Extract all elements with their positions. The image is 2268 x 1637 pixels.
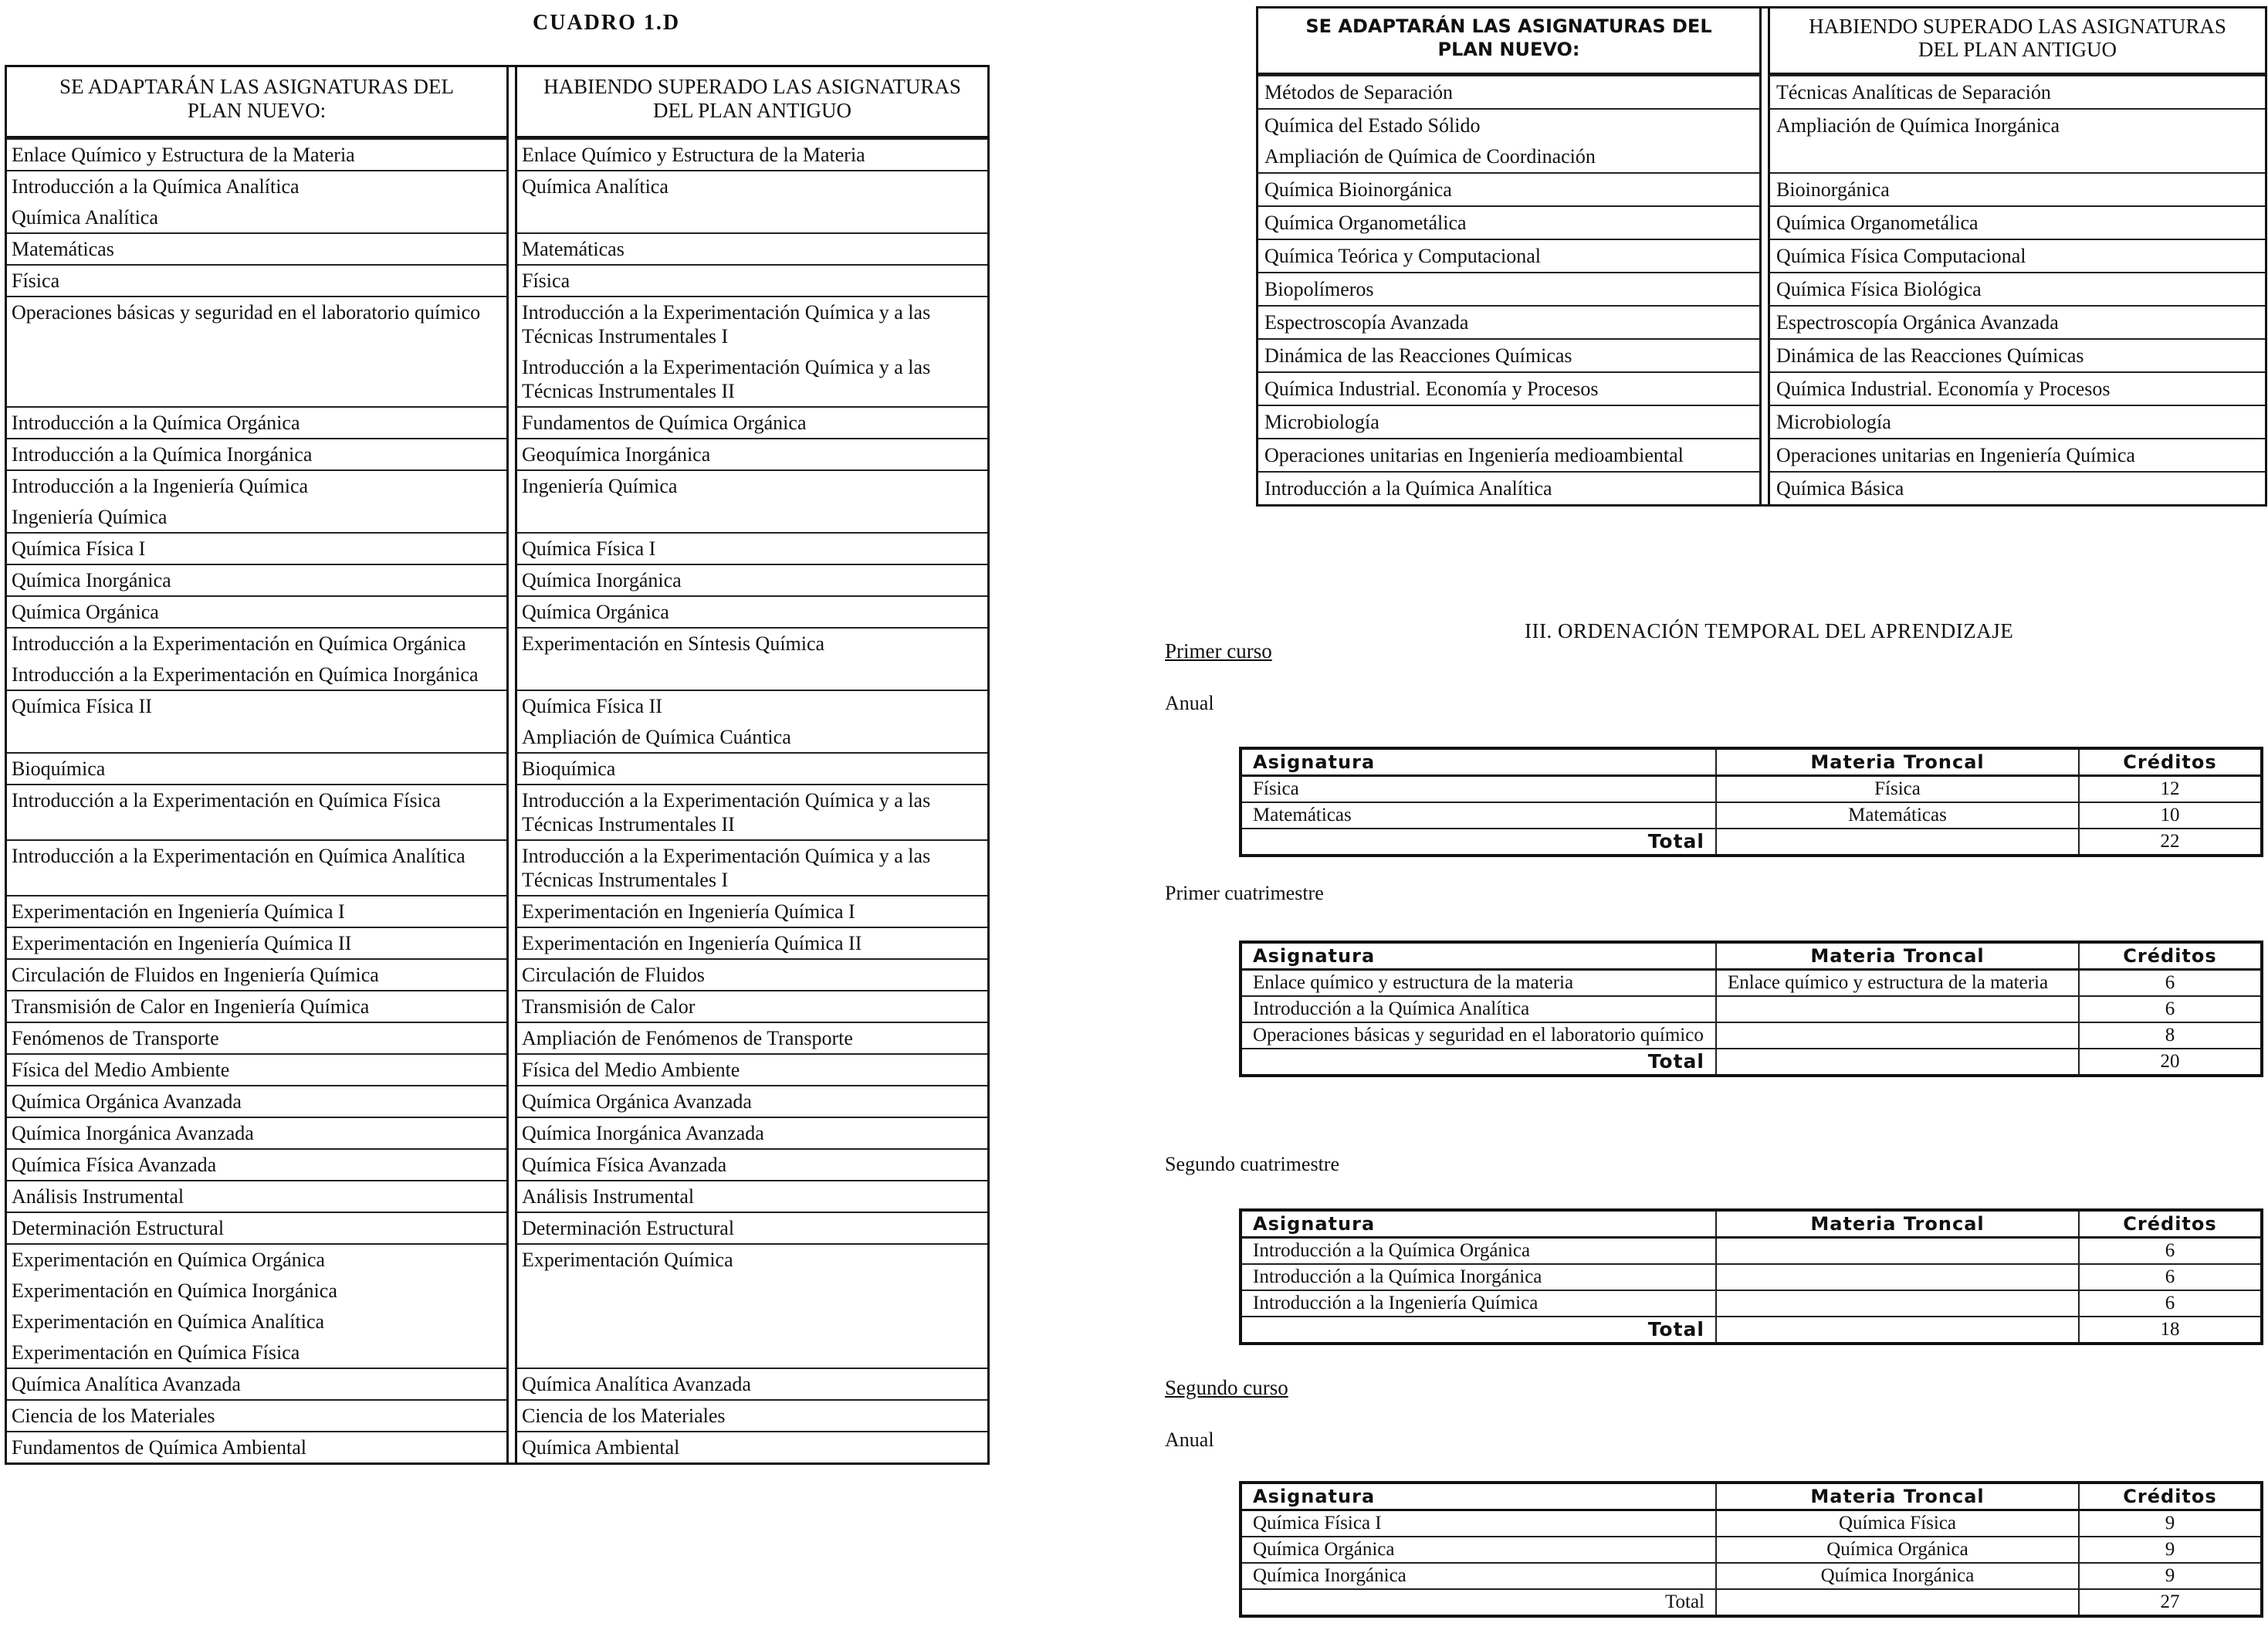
row-plan-antiguo [1768, 371, 2265, 405]
subject-name: Química Física II [522, 695, 662, 717]
subject-name: Circulación de Fluidos [522, 964, 705, 986]
column-header-asignatura: Asignatura [1241, 1483, 1716, 1510]
subject-name: Experimentación en Química Analítica [12, 1310, 325, 1333]
cell-asignatura: Química Inorgánica [1241, 1563, 1716, 1589]
subject-name: Técnicas Analíticas de Separación [1776, 81, 2051, 103]
subject-name: Química Inorgánica Avanzada [522, 1122, 764, 1144]
row-plan-antiguo [515, 564, 987, 595]
subject-name: Transmisión de Calor [522, 995, 696, 1018]
row-plan-nuevo [1258, 75, 1762, 108]
row-plan-antiguo [515, 1117, 987, 1148]
subject-name: Introducción a la Experimentación en Química Inorgánica [12, 663, 479, 686]
cell-asignatura: Operaciones básicas y seguridad en el laboratorio químico [1241, 1022, 1716, 1049]
row-plan-antiguo [515, 1243, 987, 1368]
cell-creditos: 6 [2079, 996, 2262, 1022]
cell-empty [1716, 1317, 2079, 1344]
row-plan-antiguo [515, 1368, 987, 1399]
row-plan-antiguo [515, 958, 987, 990]
row-plan-nuevo [1258, 305, 1762, 338]
row-plan-antiguo [1768, 405, 2265, 438]
subject-name: Operaciones unitarias en Ingeniería Química [1776, 444, 2135, 466]
row-plan-nuevo [7, 1022, 509, 1053]
subject-name: Enlace Químico y Estructura de la Materia [12, 144, 355, 166]
total-value: 20 [2079, 1049, 2262, 1076]
header-plan-antiguo [1768, 8, 2265, 75]
subject-name: Química Física II [12, 695, 152, 717]
row-plan-nuevo [7, 469, 509, 532]
cell-creditos: 8 [2079, 1022, 2262, 1049]
subject-name: Espectroscopía Orgánica Avanzada [1776, 311, 2059, 334]
row-plan-antiguo [1768, 471, 2265, 504]
subject-name: Química del Estado Sólido [1264, 114, 1481, 137]
row-plan-nuevo [7, 564, 509, 595]
subject-name: Introducción a la Experimentación en Química Física [12, 789, 441, 812]
row-plan-antiguo [515, 1180, 987, 1212]
label-segundo-cuatrimestre: Segundo cuatrimestre [1165, 1153, 1339, 1175]
subject-name: Ampliación de Fenómenos de Transporte [522, 1027, 853, 1049]
row-plan-antiguo [1768, 205, 2265, 239]
table-row [1241, 996, 2262, 1022]
subject-name: Química Analítica [12, 206, 158, 229]
column-header-creditos: Créditos [2079, 1483, 2262, 1510]
row-plan-antiguo [1768, 305, 2265, 338]
cell-materia-troncal [1716, 1264, 2079, 1290]
section-title: III. ORDENACIÓN TEMPORAL DEL APRENDIZAJE [1525, 619, 2014, 642]
row-plan-antiguo [515, 1399, 987, 1431]
header-line: SE ADAPTARÁN LAS ASIGNATURAS DEL [1305, 15, 1712, 37]
row-plan-nuevo [7, 595, 509, 627]
row-plan-nuevo [1258, 108, 1762, 172]
subject-name: Introducción a la Experimentación Química y a las Técnicas Instrumentales II [522, 356, 931, 402]
row-plan-antiguo [515, 1022, 987, 1053]
cell-materia-troncal: Enlace químico y estructura de la materia [1716, 970, 2079, 997]
label-primer-curso: Primer curso [1165, 639, 1272, 663]
row-plan-antiguo [515, 1212, 987, 1243]
row-plan-nuevo [7, 1212, 509, 1243]
cell-asignatura: Enlace químico y estructura de la materia [1241, 970, 1716, 997]
credits-table-segundo-curso-anual [1239, 1481, 2263, 1618]
row-plan-antiguo [515, 1085, 987, 1117]
row-plan-nuevo [1258, 338, 1762, 371]
subject-name: Química Física I [522, 537, 656, 560]
subject-name: Física [522, 269, 570, 292]
row-plan-nuevo [7, 1243, 509, 1368]
subject-name: Física del Medio Ambiente [522, 1059, 740, 1081]
subject-name: Matemáticas [522, 238, 625, 260]
total-label: Total [1241, 1589, 1716, 1616]
subject-name: Fundamentos de Química Ambiental [12, 1436, 306, 1459]
subject-name: Introducción a la Experimentación Química y a las Técnicas Instrumentales I [522, 301, 931, 347]
subject-name: Fenómenos de Transporte [12, 1027, 219, 1049]
table-header-row [1241, 1210, 2262, 1238]
row-plan-antiguo [515, 690, 987, 752]
row-plan-antiguo [515, 627, 987, 690]
cell-asignatura: Introducción a la Ingeniería Química [1241, 1290, 1716, 1317]
subject-name: Introducción a la Experimentación Química y a las Técnicas Instrumentales I [522, 845, 931, 891]
subject-name: Química Física Biológica [1776, 278, 1982, 300]
row-plan-nuevo [7, 264, 509, 296]
row-plan-antiguo [515, 595, 987, 627]
subject-name: Experimentación en Ingeniería Química I [12, 900, 345, 923]
subject-name: Bioquímica [522, 757, 616, 780]
row-plan-antiguo [515, 990, 987, 1022]
cell-asignatura: Introducción a la Química Inorgánica [1241, 1264, 1716, 1290]
subject-name: Introducción a la Química Analítica [12, 175, 300, 198]
subject-name: Espectroscopía Avanzada [1264, 311, 1469, 334]
header-line: HABIENDO SUPERADO LAS ASIGNATURAS [543, 75, 961, 98]
subject-name: Análisis Instrumental [12, 1185, 184, 1208]
total-label: Total [1241, 1049, 1716, 1076]
row-plan-antiguo [1768, 172, 2265, 205]
total-label: Total [1241, 1317, 1716, 1344]
row-plan-nuevo [1258, 239, 1762, 272]
cell-asignatura: Química Orgánica [1241, 1537, 1716, 1563]
row-plan-antiguo [515, 839, 987, 895]
cell-materia-troncal: Química Orgánica [1716, 1537, 2079, 1563]
header-line: HABIENDO SUPERADO LAS ASIGNATURAS [1809, 15, 2226, 38]
cell-creditos: 12 [2079, 776, 2262, 803]
table-row [1241, 776, 2262, 803]
column-header-materia: Materia Troncal [1716, 942, 2079, 970]
subject-name: Matemáticas [12, 238, 114, 260]
subject-name: Introducción a la Química Analítica [1264, 477, 1552, 500]
subject-name: Microbiología [1264, 411, 1379, 433]
credits-table-segundo-cuatrimestre [1239, 1208, 2263, 1345]
row-plan-antiguo [1768, 75, 2265, 108]
table-row [1241, 1022, 2262, 1049]
credits-table-primer-curso-anual [1239, 747, 2263, 857]
table-row [1241, 1563, 2262, 1589]
column-header-materia: Materia Troncal [1716, 748, 2079, 776]
header-plan-nuevo [7, 67, 509, 138]
subject-name: Experimentación en Química Orgánica [12, 1249, 325, 1271]
subject-name: Introducción a la Química Orgánica [12, 412, 300, 434]
column-header-creditos: Créditos [2079, 748, 2262, 776]
cell-asignatura: Introducción a la Química Analítica [1241, 996, 1716, 1022]
row-plan-nuevo [7, 1368, 509, 1399]
row-plan-antiguo [1768, 108, 2265, 172]
row-plan-nuevo [1258, 205, 1762, 239]
subject-name: Experimentación en Química Inorgánica [12, 1279, 337, 1302]
header-line: DEL PLAN ANTIGUO [653, 99, 851, 122]
subject-name: Bioinorgánica [1776, 178, 1890, 201]
total-row [1241, 1317, 2262, 1344]
table-header-row [1241, 1483, 2262, 1510]
total-value: 27 [2079, 1589, 2262, 1616]
table-row [1241, 1537, 2262, 1563]
cell-materia-troncal [1716, 1238, 2079, 1265]
cell-materia-troncal: Matemáticas [1716, 802, 2079, 829]
subject-name: Ampliación de Química Cuántica [522, 726, 791, 748]
subject-name: Química Organometálica [1264, 212, 1467, 234]
subject-name: Fundamentos de Química Orgánica [522, 412, 807, 434]
header-line: PLAN NUEVO: [1437, 39, 1580, 60]
cell-materia-troncal: Física [1716, 776, 2079, 803]
cell-asignatura: Introducción a la Química Orgánica [1241, 1238, 1716, 1265]
row-plan-antiguo [515, 264, 987, 296]
total-row [1241, 1049, 2262, 1076]
row-plan-nuevo [7, 990, 509, 1022]
row-plan-nuevo [1258, 172, 1762, 205]
subject-name: Experimentación Química [522, 1249, 733, 1271]
subject-name: Química Orgánica [12, 601, 159, 623]
column-header-asignatura: Asignatura [1241, 748, 1716, 776]
cell-creditos: 6 [2079, 1290, 2262, 1317]
subject-name: Introducción a la Experimentación Química y a las Técnicas Instrumentales II [522, 789, 931, 835]
row-plan-nuevo [7, 927, 509, 958]
subject-name: Microbiología [1776, 411, 1891, 433]
row-plan-nuevo [7, 406, 509, 438]
row-plan-nuevo [1258, 371, 1762, 405]
subject-name: Experimentación en Química Física [12, 1341, 300, 1364]
table-row [1241, 802, 2262, 829]
cell-materia-troncal: Química Inorgánica [1716, 1563, 2079, 1589]
subject-name: Química Analítica Avanzada [522, 1373, 751, 1395]
header-line: PLAN NUEVO: [187, 99, 327, 122]
total-label: Total [1241, 829, 1716, 856]
subject-name: Ciencia de los Materiales [522, 1405, 726, 1427]
cell-creditos: 9 [2079, 1537, 2262, 1563]
cell-materia-troncal [1716, 1290, 2079, 1317]
subject-name: Análisis Instrumental [522, 1185, 695, 1208]
cell-creditos: 10 [2079, 802, 2262, 829]
row-plan-nuevo [7, 627, 509, 690]
cell-creditos: 6 [2079, 1264, 2262, 1290]
row-plan-antiguo [1768, 438, 2265, 471]
header-plan-antiguo [515, 67, 987, 138]
subject-name: Química Orgánica Avanzada [522, 1090, 752, 1113]
row-plan-antiguo [515, 752, 987, 784]
cell-empty [1716, 829, 2079, 856]
row-plan-antiguo [1768, 272, 2265, 305]
label-segundo-curso: Segundo curso [1165, 1376, 1288, 1399]
row-plan-nuevo [7, 895, 509, 927]
subject-name: Transmisión de Calor en Ingeniería Química [12, 995, 370, 1018]
row-plan-antiguo [515, 532, 987, 564]
subject-name: Dinámica de las Reacciones Químicas [1264, 344, 1572, 367]
row-plan-antiguo [515, 438, 987, 469]
column-header-materia: Materia Troncal [1716, 1210, 2079, 1238]
row-plan-nuevo [7, 138, 509, 170]
subject-name: Química Bioinorgánica [1264, 178, 1452, 201]
cell-materia-troncal [1716, 996, 2079, 1022]
equivalence-table-right [1256, 6, 2267, 507]
row-plan-nuevo [1258, 471, 1762, 504]
subject-name: Geoquímica Inorgánica [522, 443, 711, 466]
subject-name: Química Inorgánica [522, 569, 682, 591]
row-plan-nuevo [7, 1180, 509, 1212]
subject-name: Experimentación en Ingeniería Química II [522, 932, 862, 954]
subject-name: Operaciones unitarias en Ingeniería medioambiental [1264, 444, 1684, 466]
row-plan-antiguo [515, 895, 987, 927]
row-plan-nuevo [7, 1117, 509, 1148]
subject-name: Introducción a la Experimentación en Química Analítica [12, 845, 465, 867]
header-plan-nuevo [1258, 8, 1762, 75]
subject-name: Operaciones básicas y seguridad en el laboratorio químico [12, 301, 481, 324]
cell-materia-troncal: Química Física [1716, 1510, 2079, 1537]
subject-name: Química Industrial. Economía y Procesos [1264, 378, 1599, 400]
table-header-row [1241, 748, 2262, 776]
cell-creditos: 9 [2079, 1510, 2262, 1537]
subject-name: Biopolímeros [1264, 278, 1374, 300]
row-plan-nuevo [7, 839, 509, 895]
subject-name: Ampliación de Química Inorgánica [1776, 114, 2060, 137]
subject-name: Enlace Químico y Estructura de la Materia [522, 144, 865, 166]
equivalence-table-left [5, 65, 990, 1465]
cell-creditos: 9 [2079, 1563, 2262, 1589]
credits-table-primer-cuatrimestre [1239, 941, 2263, 1077]
column-header-materia: Materia Troncal [1716, 1483, 2079, 1510]
row-plan-nuevo [7, 690, 509, 752]
row-plan-nuevo [7, 296, 509, 406]
subject-name: Química Física I [12, 537, 146, 560]
row-plan-antiguo [515, 406, 987, 438]
subject-name: Bioquímica [12, 757, 106, 780]
subject-name: Experimentación en Ingeniería Química I [522, 900, 855, 923]
total-row [1241, 1589, 2262, 1616]
subject-name: Química Organometálica [1776, 212, 1979, 234]
cell-asignatura: Física [1241, 776, 1716, 803]
row-plan-nuevo [7, 958, 509, 990]
row-plan-nuevo [7, 1085, 509, 1117]
row-plan-nuevo [7, 1148, 509, 1180]
row-plan-antiguo [515, 232, 987, 264]
row-plan-antiguo [515, 170, 987, 232]
subject-name: Química Física Avanzada [12, 1154, 217, 1176]
row-plan-nuevo [7, 232, 509, 264]
label-anual: Anual [1165, 1429, 1214, 1451]
cuadro-title: CUADRO 1.D [533, 11, 681, 35]
subject-name: Química Teórica y Computacional [1264, 245, 1541, 267]
subject-name: Química Inorgánica [12, 569, 171, 591]
subject-name: Química Industrial. Economía y Procesos [1776, 378, 2111, 400]
table-row [1241, 1510, 2262, 1537]
subject-name: Química Física Computacional [1776, 245, 2026, 267]
subject-name: Introducción a la Experimentación en Química Orgánica [12, 632, 466, 655]
subject-name: Ingeniería Química [12, 506, 168, 528]
row-plan-antiguo [515, 1148, 987, 1180]
subject-name: Determinación Estructural [522, 1217, 735, 1239]
table-row [1241, 1290, 2262, 1317]
row-plan-nuevo [7, 1399, 509, 1431]
subject-name: Circulación de Fluidos en Ingeniería Química [12, 964, 379, 986]
total-row [1241, 829, 2262, 856]
row-plan-nuevo [1258, 272, 1762, 305]
table-header-row [1241, 942, 2262, 970]
cell-creditos: 6 [2079, 970, 2262, 997]
subject-name: Física del Medio Ambiente [12, 1059, 230, 1081]
row-plan-antiguo [515, 927, 987, 958]
row-plan-nuevo [7, 438, 509, 469]
row-plan-nuevo [7, 532, 509, 564]
row-plan-nuevo [7, 784, 509, 839]
label-primer-cuatrimestre: Primer cuatrimestre [1165, 882, 1324, 904]
row-plan-antiguo [1768, 338, 2265, 371]
subject-name: Química Inorgánica Avanzada [12, 1122, 254, 1144]
row-plan-antiguo [515, 469, 987, 532]
subject-name: Ciencia de los Materiales [12, 1405, 215, 1427]
column-header-creditos: Créditos [2079, 942, 2262, 970]
header-line: DEL PLAN ANTIGUO [1918, 38, 2117, 61]
subject-name: Química Básica [1776, 477, 1904, 500]
subject-name: Química Orgánica Avanzada [12, 1090, 242, 1113]
subject-name: Química Analítica [522, 175, 669, 198]
subject-name: Introducción a la Química Inorgánica [12, 443, 313, 466]
row-plan-antiguo [515, 1431, 987, 1462]
cell-creditos: 6 [2079, 1238, 2262, 1265]
row-plan-nuevo [7, 1431, 509, 1462]
row-plan-antiguo [515, 784, 987, 839]
subject-name: Dinámica de las Reacciones Químicas [1776, 344, 2084, 367]
subject-name: Experimentación en Síntesis Química [522, 632, 825, 655]
table-row [1241, 1264, 2262, 1290]
subject-name: Introducción a la Ingeniería Química [12, 475, 309, 497]
row-plan-nuevo [1258, 438, 1762, 471]
subject-name: Métodos de Separación [1264, 81, 1454, 103]
row-plan-nuevo [1258, 405, 1762, 438]
column-header-asignatura: Asignatura [1241, 942, 1716, 970]
cell-empty [1716, 1049, 2079, 1076]
row-plan-nuevo [7, 752, 509, 784]
column-header-creditos: Créditos [2079, 1210, 2262, 1238]
cell-asignatura: Matemáticas [1241, 802, 1716, 829]
header-line: SE ADAPTARÁN LAS ASIGNATURAS DEL [59, 75, 454, 98]
subject-name: Química Analítica Avanzada [12, 1373, 241, 1395]
row-plan-antiguo [1768, 239, 2265, 272]
subject-name: Ampliación de Química de Coordinación [1264, 145, 1596, 168]
subject-name: Química Física Avanzada [522, 1154, 727, 1176]
cell-empty [1716, 1589, 2079, 1616]
row-plan-antiguo [515, 296, 987, 406]
cell-materia-troncal [1716, 1022, 2079, 1049]
cell-asignatura: Química Física I [1241, 1510, 1716, 1537]
total-value: 18 [2079, 1317, 2262, 1344]
table-row [1241, 970, 2262, 997]
subject-name: Química Ambiental [522, 1436, 680, 1459]
row-plan-antiguo [515, 1053, 987, 1085]
row-plan-nuevo [7, 1053, 509, 1085]
total-value: 22 [2079, 829, 2262, 856]
subject-name: Experimentación en Ingeniería Química II [12, 932, 352, 954]
row-plan-antiguo [515, 138, 987, 170]
label-anual: Anual [1165, 692, 1214, 714]
table-row [1241, 1238, 2262, 1265]
column-header-asignatura: Asignatura [1241, 1210, 1716, 1238]
subject-name: Determinación Estructural [12, 1217, 225, 1239]
subject-name: Química Orgánica [522, 601, 669, 623]
row-plan-nuevo [7, 170, 509, 232]
subject-name: Ingeniería Química [522, 475, 678, 497]
subject-name: Física [12, 269, 60, 292]
